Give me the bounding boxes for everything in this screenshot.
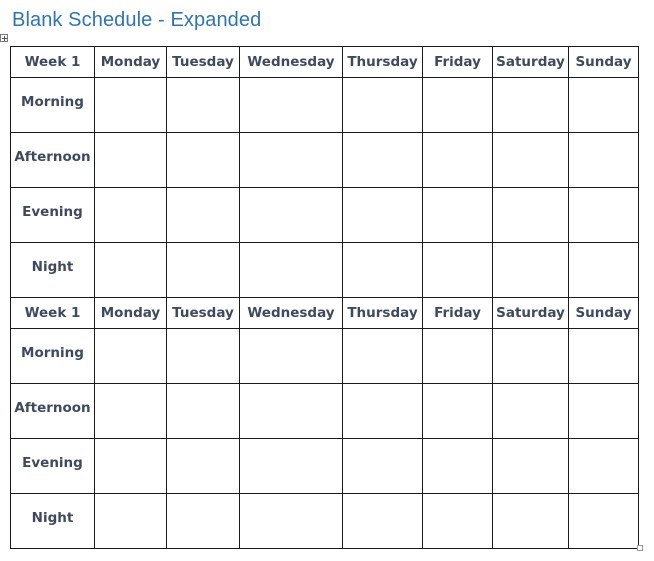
- schedule-cell[interactable]: [95, 494, 167, 549]
- schedule-cell[interactable]: [240, 494, 343, 549]
- time-of-day-cell[interactable]: [11, 188, 95, 243]
- time-of-day-cell[interactable]: [11, 494, 95, 549]
- schedule-cell[interactable]: [493, 243, 569, 298]
- day-header-cell[interactable]: Sunday: [569, 298, 639, 329]
- table-row: [11, 439, 639, 494]
- schedule-cell[interactable]: [343, 78, 423, 133]
- schedule-cell[interactable]: [423, 329, 493, 384]
- day-header-cell[interactable]: Friday: [423, 298, 493, 329]
- schedule-cell[interactable]: [240, 329, 343, 384]
- schedule-cell[interactable]: [167, 243, 240, 298]
- schedule-cell[interactable]: [95, 188, 167, 243]
- schedule-cell[interactable]: [167, 384, 240, 439]
- day-header-cell[interactable]: Monday: [95, 47, 167, 78]
- schedule-cell[interactable]: [240, 133, 343, 188]
- document-title: Blank Schedule - Expanded: [12, 9, 262, 31]
- header-row: [11, 47, 639, 78]
- time-of-day-label: Evening: [22, 455, 83, 471]
- table-row: [11, 494, 639, 549]
- time-of-day-label: Morning: [21, 345, 84, 361]
- schedule-cell[interactable]: [423, 243, 493, 298]
- schedule-cell[interactable]: [569, 78, 639, 133]
- schedule-cell[interactable]: [343, 329, 423, 384]
- schedule-cell[interactable]: [95, 329, 167, 384]
- table-row: [11, 78, 639, 133]
- day-header-cell[interactable]: Friday: [423, 47, 493, 78]
- time-of-day-cell[interactable]: [11, 329, 95, 384]
- time-of-day-label: Morning: [21, 94, 84, 110]
- day-header-cell[interactable]: Saturday: [493, 298, 569, 329]
- schedule-cell[interactable]: [343, 188, 423, 243]
- day-header-cell[interactable]: Wednesday: [240, 298, 343, 329]
- schedule-cell[interactable]: [493, 494, 569, 549]
- schedule-cell[interactable]: [569, 439, 639, 494]
- schedule-cell[interactable]: [423, 494, 493, 549]
- table-move-handle-icon[interactable]: [0, 34, 8, 42]
- time-of-day-label: Evening: [22, 204, 83, 220]
- table-row: [11, 133, 639, 188]
- schedule-cell[interactable]: [167, 329, 240, 384]
- schedule-cell[interactable]: [240, 439, 343, 494]
- time-of-day-cell[interactable]: [11, 78, 95, 133]
- schedule-cell[interactable]: [95, 439, 167, 494]
- schedule-cell[interactable]: [343, 439, 423, 494]
- schedule-cell[interactable]: [493, 78, 569, 133]
- schedule-cell[interactable]: [343, 384, 423, 439]
- schedule-cell[interactable]: [240, 243, 343, 298]
- schedule-cell[interactable]: [569, 133, 639, 188]
- schedule-cell[interactable]: [493, 439, 569, 494]
- schedule-cell[interactable]: [95, 78, 167, 133]
- time-of-day-cell[interactable]: [11, 439, 95, 494]
- table-row: [11, 384, 639, 439]
- day-header-cell[interactable]: Tuesday: [167, 298, 240, 329]
- day-header-cell[interactable]: Monday: [95, 298, 167, 329]
- schedule-cell[interactable]: [95, 243, 167, 298]
- time-of-day-label: Afternoon: [14, 400, 91, 416]
- time-of-day-label: Night: [31, 510, 74, 526]
- schedule-cell[interactable]: [343, 494, 423, 549]
- schedule-cell[interactable]: [493, 188, 569, 243]
- schedule-cell[interactable]: [493, 133, 569, 188]
- table-row: [11, 243, 639, 298]
- schedule-cell[interactable]: [240, 384, 343, 439]
- schedule-cell[interactable]: [343, 133, 423, 188]
- table-row: [11, 188, 639, 243]
- schedule-cell[interactable]: [167, 78, 240, 133]
- day-header-cell[interactable]: Tuesday: [167, 47, 240, 78]
- schedule-cell[interactable]: [95, 133, 167, 188]
- schedule-cell[interactable]: [167, 133, 240, 188]
- time-of-day-cell[interactable]: [11, 243, 95, 298]
- schedule-cell[interactable]: [423, 439, 493, 494]
- schedule-cell[interactable]: [423, 188, 493, 243]
- schedule-cell[interactable]: [569, 188, 639, 243]
- week-label-cell[interactable]: Week 1: [11, 47, 95, 78]
- week-label-cell[interactable]: Week 1: [11, 298, 95, 329]
- schedule-cell[interactable]: [167, 188, 240, 243]
- schedule-cell[interactable]: [167, 494, 240, 549]
- schedule-cell[interactable]: [423, 133, 493, 188]
- schedule-cell[interactable]: [240, 78, 343, 133]
- schedule-cell[interactable]: [569, 384, 639, 439]
- day-header-cell[interactable]: Sunday: [569, 47, 639, 78]
- time-of-day-cell[interactable]: [11, 133, 95, 188]
- header-row: [11, 298, 639, 329]
- schedule-cell[interactable]: [423, 78, 493, 133]
- schedule-cell[interactable]: [569, 329, 639, 384]
- day-header-cell[interactable]: Thursday: [343, 47, 423, 78]
- schedule-cell[interactable]: [240, 188, 343, 243]
- time-of-day-label: Afternoon: [14, 149, 91, 165]
- day-header-cell[interactable]: Thursday: [343, 298, 423, 329]
- schedule-cell[interactable]: [569, 494, 639, 549]
- schedule-cell[interactable]: [569, 243, 639, 298]
- schedule-cell[interactable]: [343, 243, 423, 298]
- day-header-cell[interactable]: Wednesday: [240, 47, 343, 78]
- table-resize-handle-icon[interactable]: [637, 545, 643, 551]
- schedule-cell[interactable]: [493, 384, 569, 439]
- schedule-table: [10, 46, 639, 549]
- schedule-cell[interactable]: [423, 384, 493, 439]
- time-of-day-label: Night: [31, 259, 74, 275]
- schedule-cell[interactable]: [95, 384, 167, 439]
- schedule-cell[interactable]: [493, 329, 569, 384]
- table-row: [11, 329, 639, 384]
- schedule-cell[interactable]: [167, 439, 240, 494]
- time-of-day-cell[interactable]: [11, 384, 95, 439]
- day-header-cell[interactable]: Saturday: [493, 47, 569, 78]
